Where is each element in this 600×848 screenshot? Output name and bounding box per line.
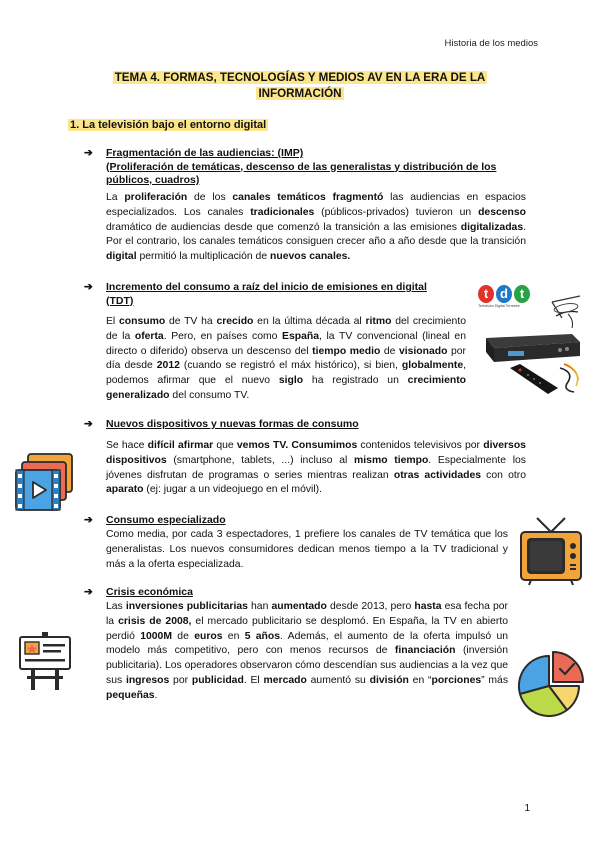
paragraph-nuevos-dispositivos: Se hace difícil afirmar que vemos TV. Consumimos contenidos televisivos por diversos dispositivos (smartphone, tablets, ...) incluso al mismo tiempo. Especialmente los jóvenes disfrutan de programas o series mientras realizan otras actividades con otro aparato (ej: jugar a un videojuego en el móvil). [106, 440, 527, 496]
pie-chart-icon [515, 650, 585, 722]
arrow-icon: ➔ [84, 418, 93, 430]
bold-term: crisis de 2008, [118, 615, 192, 627]
bold-term: globalmente [401, 360, 464, 372]
heading-line: Fragmentación de las audiencias: (IMP) [106, 147, 304, 159]
bold-term: digitalizadas [460, 221, 524, 233]
retro-tv-icon [519, 514, 583, 586]
bold-term: proliferación [124, 192, 188, 203]
bold-term: aparato [106, 484, 144, 496]
billboard-icon [18, 628, 72, 692]
bold-term: otras actividades [393, 469, 482, 481]
section-heading-text: 1. La televisión bajo el entorno digital [70, 119, 267, 131]
arrow-icon: ➔ [84, 147, 93, 159]
arrow-icon: ➔ [84, 514, 93, 526]
tdt-logo-letter: t [514, 285, 530, 303]
video-files-icon [14, 452, 76, 514]
bold-term: nuevos canales. [270, 251, 351, 263]
bold-term: consumo [119, 316, 166, 327]
heading-line: públicos, cuadros) [106, 174, 200, 186]
bold-term: España [282, 330, 319, 342]
bold-term: crecido [216, 316, 254, 327]
tdt-logo-letter: t [478, 285, 494, 303]
bold-term: crecimiento generalizado [106, 375, 466, 401]
bullet-heading [106, 281, 466, 308]
paragraph-incremento: El consumo de TV ha crecido en la última década al ritmo del crecimiento de la oferta. Pero, en países como España, la TV convencional (lineal en directo o diferido) observa un descenso del tiempo medio de visionado por día desde 2012 (cuando se registró el máx histórico), si bien, globalmente, podemos afirmar que el nuevo siglo ha registrado un crecimiento generalizado del consumo TV. [106, 316, 466, 401]
bullet-heading: Nuevos dispositivos y nuevas formas de consumo [106, 418, 359, 430]
page-number: 1 [524, 803, 530, 814]
bullet-heading: Crisis económica [106, 586, 193, 598]
paragraph-fragmentacion: La proliferación de los canales temáticos fragmentó las audiencias en espacios especializados. Los canales tradicionales (públicos-privados) tuvieron un descenso dramático de audiencias desde que comenzó la transición a las emisiones digitalizadas. Por el contrario, los canales temáticos consiguen crecer año a año desde que la transición digital permitió la multiplicación de nuevos canales. [106, 192, 526, 263]
arrow-icon: ➔ [84, 586, 93, 598]
bold-term: mismo tiempo [354, 454, 429, 466]
bold-term: vemos TV. Consumimos [236, 440, 358, 451]
paragraph-crisis-economica: Las inversiones publicitarias han aumentado desde 2013, pero hasta esa fecha por la crisis de 2008, el mercado publicitario se desplomó. En España, la TV en abierto perdió 1000M de euros en 5 años. Además, el aumento de la oferta impulsó un modelo más competitivo, pero con menos recursos de financiación (inversión publicitaria). Los operadores observaron cómo descendían sus audiencias a la vez que sus ingresos por publicidad. El mercado aumentó su división en “porciones” más pequeñas. [106, 601, 509, 701]
bold-term: tiempo medio [312, 345, 381, 357]
bold-term: pequeñas [106, 689, 155, 701]
bold-term: difícil afirmar [147, 440, 214, 451]
tdt-logo-caption: Televisión Digital Terrestre [478, 304, 520, 308]
title-line-2: INFORMACIÓN [258, 87, 342, 100]
paragraph-consumo-especializado: Como media, por cada 3 espectadores, 1 prefiere los canales de TV temática que los generalistas. Los nuevos consumidores dedican menos tiempo a la TV tradicional y más a la oferta especializada. [106, 529, 508, 570]
section-heading [68, 119, 268, 131]
bold-term: porciones [431, 674, 482, 686]
bold-term: descenso [478, 206, 526, 218]
bold-term: canales temáticos fragmentó [232, 192, 384, 203]
bold-term: aumentado [271, 601, 327, 612]
bold-term: 2012 [156, 360, 180, 372]
heading-line: Incremento del consumo a raíz del inicio de emisiones en digital [106, 281, 427, 293]
bold-term: oferta [134, 330, 164, 342]
bold-term: siglo [278, 375, 304, 387]
bold-term: 1000M [140, 630, 172, 642]
bold-term: inversiones publicitarias [125, 601, 248, 612]
bold-term: 5 años [244, 630, 281, 642]
course-header: Historia de los medios [444, 38, 538, 49]
tdt-logo-letter: d [496, 285, 512, 303]
title-line-1: TEMA 4. FORMAS, TECNOLOGÍAS Y MEDIOS AV EN LA ERA DE LA [114, 71, 486, 84]
bold-term: visionado [398, 345, 448, 357]
page-title [60, 70, 540, 102]
bold-term: diversos dispositivos [106, 440, 526, 466]
bold-term: financiación [394, 645, 456, 657]
bold-term: publicidad [191, 674, 244, 686]
arrow-icon: ➔ [84, 281, 93, 293]
tdt-decoder-illustration [480, 290, 590, 400]
heading-line: (TDT) [106, 294, 134, 307]
bold-term: ritmo [365, 316, 392, 327]
bold-term: hasta [414, 601, 442, 612]
bold-term: euros [194, 630, 223, 642]
bold-term: división [369, 674, 409, 686]
bold-term: tradicionales [250, 206, 315, 218]
bullet-heading [106, 147, 536, 188]
bullet-heading: Consumo especializado [106, 514, 226, 526]
heading-line: (Proliferación de temáticas, descenso de las generalistas y distribución de los [106, 160, 497, 173]
bold-term: digital [106, 251, 137, 263]
bold-term: mercado [263, 674, 307, 686]
bold-term: ingresos [125, 674, 170, 686]
